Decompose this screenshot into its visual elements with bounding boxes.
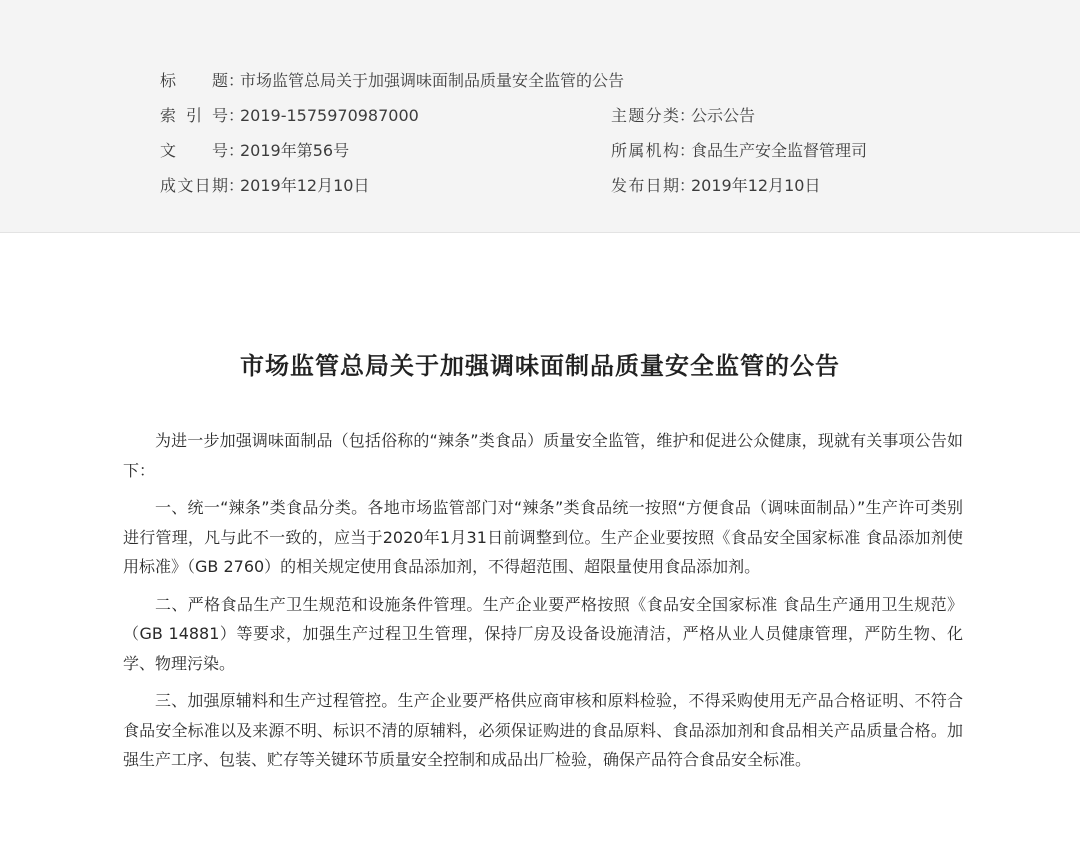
meta-colon: ： (679, 176, 696, 195)
meta-organization (611, 139, 867, 163)
meta-created-value: 2019年12月10日 (240, 176, 370, 195)
meta-colon: ： (228, 106, 245, 125)
meta-docno-value: 2019年第56号 (240, 141, 350, 160)
meta-published-date (611, 174, 820, 198)
meta-published-label: 发布日期 (611, 176, 679, 195)
meta-title-row (160, 69, 624, 93)
meta-index-number (160, 104, 419, 128)
meta-docno-label: 文 号 (160, 141, 228, 160)
meta-topic-category (611, 104, 755, 128)
document-heading: 市场监管总局关于加强调味面制品质量安全监管的公告 (240, 351, 840, 380)
meta-published-value: 2019年12月10日 (691, 176, 821, 195)
document-body (123, 426, 963, 783)
meta-title-value: 市场监管总局关于加强调味面制品质量安全监管的公告 (240, 71, 625, 90)
meta-index-label: 索 引 号 (160, 106, 228, 125)
meta-document-number (160, 139, 349, 163)
meta-colon: ： (228, 71, 245, 90)
meta-org-value: 食品生产安全监督管理司 (691, 141, 868, 160)
meta-org-label: 所属机构 (611, 141, 679, 160)
meta-title-label: 标 题 (160, 71, 228, 90)
meta-created-date (160, 174, 369, 198)
meta-topic-value: 公示公告 (691, 106, 756, 125)
body-paragraph-item-3: 三、加强原辅料和生产过程管控。生产企业要严格供应商审核和原料检验，不得采购使用无产品合格证明、不符合食品安全标准以及来源不明、标识不清的原辅料，必须保证购进的食品原料、食品添加剂和食品相关产品质量合格。加强生产工序、包装、贮存等关键环节质量安全控制和成品出厂检验，确保产品符合食品安全标准。 (123, 691, 963, 769)
meta-created-label: 成文日期 (160, 176, 228, 195)
body-paragraph-item-2: 二、严格食品生产卫生规范和设施条件管理。生产企业要严格按照《食品安全国家标准 食品生产通用卫生规范》（GB 14881）等要求，加强生产过程卫生管理，保持厂房及设备设施清洁，严格从业人员健康管理，严防生物、化学、物理污染。 (123, 594, 963, 673)
meta-colon: ： (228, 141, 245, 160)
meta-topic-label: 主题分类 (611, 106, 679, 125)
meta-colon: ： (228, 176, 245, 195)
meta-colon: ： (679, 106, 696, 125)
body-paragraph-item-1: 一、统一“辣条”类食品分类。各地市场监管部门对“辣条”类食品统一按照“方便食品（调味面制品）”生产许可类别进行管理，凡与此不一致的，应当于2020年1月31日前调整到位。生产企业要按照《食品安全国家标准 食品添加剂使用标准》（GB 2760）的相关规定使用食品添加剂，不得超范围、超限量使用食品添加剂。 (123, 498, 963, 576)
body-paragraph-intro: 为进一步加强调味面制品（包括俗称的“辣条”类食品）质量安全监管，维护和促进公众健康，现就有关事项公告如下： (123, 431, 963, 480)
meta-colon: ： (679, 141, 696, 160)
meta-index-value: 2019-1575970987000 (240, 106, 419, 125)
document-metadata-panel (0, 0, 1080, 233)
